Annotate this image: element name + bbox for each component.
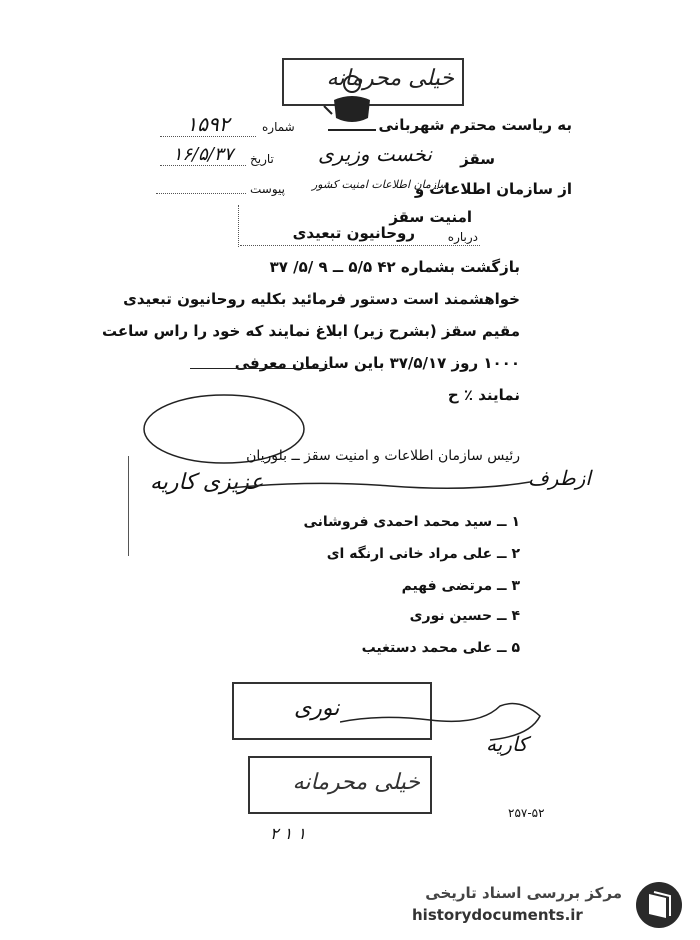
addressee-line-1: به ریاست محترم شهربانی <box>378 116 572 134</box>
top-stamp-text: خیلی محرمانه <box>326 66 454 91</box>
date-value: ۱۶/۵/۳۷ <box>160 144 246 166</box>
handwritten-signature-azraf: ازطرف <box>528 466 591 490</box>
lion-and-sun-emblem <box>320 70 384 140</box>
handwritten-note-bottom: کاریه <box>486 732 528 756</box>
list-item: ۲ ــ علی مراد خانی ارنگه ای <box>326 546 520 562</box>
bottom-stamp-text: خیلی محرمانه <box>292 770 420 795</box>
list-item: ۳ ــ مرتضی فهیم <box>401 578 520 594</box>
watermark-org-name: مرکز بررسی اسناد تاریخی <box>425 884 622 902</box>
paragraph-line-3-filler <box>190 368 330 369</box>
addressee-line-3: از سازمان اطلاعات و <box>414 180 572 198</box>
signature-stroke <box>230 476 530 496</box>
date-label: تاریخ <box>250 152 274 166</box>
subject-value: روحانیون تبعیدی <box>292 224 415 242</box>
attachment-dots <box>156 192 246 194</box>
watermark-site: historydocuments.ir <box>412 906 583 924</box>
reference-line: بازگشت بشماره ۴۲ ۵/۵ ــ ۹ /۵/ ۳۷ <box>269 258 520 276</box>
addressee-saqqez: سقز <box>460 150 495 168</box>
handwritten-signature-main: عزیزی کاریه <box>150 470 264 495</box>
paragraph-line-2: مقیم سقز (بشرح زیر) ابلاغ نمایند که خود را راس ساعت <box>101 322 520 340</box>
attachment-label: پیوست <box>250 182 285 196</box>
handwritten-nakhost-vaziri: نخست وزیری <box>318 142 432 166</box>
signature-title: رئیس سازمان اطلاعات و امنیت سقز ــ بلوریان <box>246 448 520 464</box>
list-item: ۴ ــ حسین نوری <box>409 608 520 624</box>
addressee-line-4: امنیت سقز <box>389 208 472 226</box>
stamp-handwriting: نوری <box>294 696 340 721</box>
handwritten-sazman: سازمان اطلاعات امنیت کشور <box>312 178 449 191</box>
number-label: شماره <box>262 120 295 134</box>
subject-underline <box>240 244 480 246</box>
number-value: ۱۵۹۲ <box>160 112 256 137</box>
subject-box-line <box>238 205 240 247</box>
paragraph-line-1: خواهشمند است دستور فرمائید بکلیه روحانیون تبعیدی <box>123 290 520 308</box>
list-item: ۱ ــ سید محمد احمدی فروشانی <box>303 514 520 530</box>
watermark-logo-icon <box>634 880 684 930</box>
subject-label: درباره <box>447 230 478 244</box>
paragraph-line-3: ۱۰۰۰ روز ۳۷/۵/۱۷ باین سازمان معرفی <box>234 354 520 372</box>
paragraph-line-4: نمایند ٪ ح <box>447 386 520 404</box>
document-code: ۲۵۷-۵۲ <box>508 806 545 820</box>
margin-bracket <box>128 456 130 556</box>
bottom-confidential-stamp <box>248 756 432 814</box>
bottom-signature-scrawl <box>340 696 550 746</box>
list-item: ۵ ــ علی محمد دستغیب <box>361 640 520 656</box>
small-marks: ۲ ۱ ۱ <box>270 824 306 843</box>
